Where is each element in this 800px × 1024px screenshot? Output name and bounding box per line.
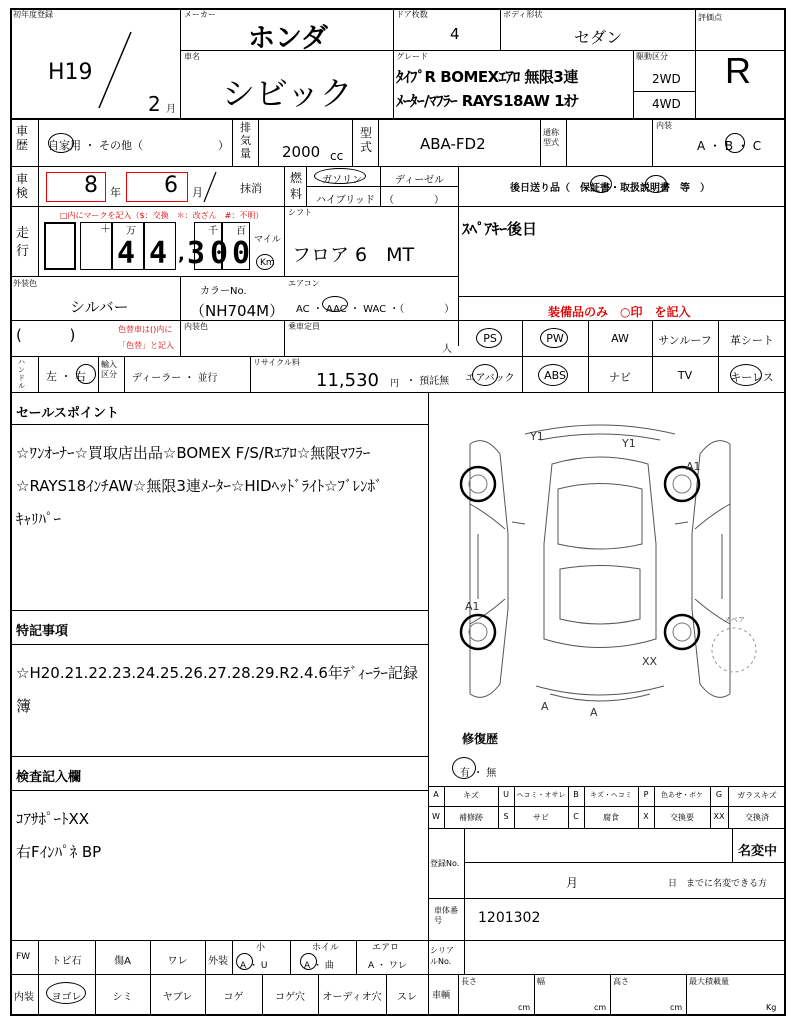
shift: フロア 6 MT xyxy=(292,244,415,266)
inspection-month-box xyxy=(126,172,188,202)
km-circle xyxy=(256,254,274,270)
fw-item: 傷A xyxy=(114,956,131,967)
fuel-other: （ ） xyxy=(384,195,444,206)
unit-plus: ＋ xyxy=(100,222,111,235)
exterior-label: 外装 xyxy=(208,956,228,967)
legend-code: U xyxy=(503,790,509,799)
serial-label: シリアルNo. xyxy=(430,946,454,966)
odometer-digit: 0 xyxy=(232,236,251,271)
import-label: 輸入区分 xyxy=(101,360,117,379)
color: シルバー xyxy=(70,298,129,316)
reg-month: 月 xyxy=(566,876,579,890)
reg-day-text: 日 までに名変できる方 xyxy=(668,879,768,889)
damage-mark: A xyxy=(541,700,549,713)
fw-label: FW xyxy=(16,952,31,962)
inspection-line: 右Fｲﾝﾊﾟﾈ BP xyxy=(16,843,102,861)
legend-code: G xyxy=(715,790,723,799)
odometer-digit: 4 xyxy=(117,236,136,271)
color-change-note-1: 色替車は()内に xyxy=(118,325,173,334)
odometer-digit: 3 xyxy=(187,236,206,271)
aero-label: エアロ xyxy=(372,943,400,953)
year-unit: 年 xyxy=(110,186,121,199)
slash-mark-2 xyxy=(200,170,220,204)
sales-line: ｷｬﾘﾊﾟｰ xyxy=(16,510,62,528)
equip-tv: TV xyxy=(677,369,693,382)
sales-points xyxy=(16,437,426,536)
equip-abs: ABS xyxy=(544,369,566,382)
odometer-digit: 4 xyxy=(149,236,168,271)
small-opts: A ・ U xyxy=(240,961,268,971)
legend-code: P xyxy=(643,790,649,799)
doors: 4 xyxy=(450,25,460,43)
recycle-label: リサイクル料 xyxy=(253,358,300,367)
legend-code: X xyxy=(643,812,649,821)
recycle-unit: 円 xyxy=(390,379,400,389)
load-unit: Kg xyxy=(766,1003,777,1012)
common-type-label: 通称型式 xyxy=(543,128,559,147)
interior-item: シミ xyxy=(112,992,133,1003)
damage-mark: A1 xyxy=(686,460,701,473)
legend-desc: ガラスキズ xyxy=(737,791,777,800)
damage-mark: Y1 xyxy=(530,430,544,443)
body-label: ボディ形状 xyxy=(503,10,543,19)
wheel-circle xyxy=(300,953,317,970)
shift-label: シフト xyxy=(288,208,312,217)
color-change-paren: ( ) xyxy=(16,326,76,344)
recycle-amount: 11,530 xyxy=(316,370,379,391)
unit-man: 万 xyxy=(126,226,136,237)
km-label: Km xyxy=(260,258,275,268)
mileage-label: 走行 xyxy=(16,226,30,259)
doors-label: ドア枚数 xyxy=(396,10,428,19)
interior-item: オーディオ穴 xyxy=(322,992,382,1003)
length-label: 長さ xyxy=(461,977,477,986)
displacement: 2000 xyxy=(282,143,321,161)
later-note: ｽﾍﾟｱｷｰ後日 xyxy=(462,220,538,238)
spare-label: スペア xyxy=(724,616,745,624)
inspection-month-unit: 月 xyxy=(192,186,203,199)
special-line: ☆H20.21.22.23.24.25.26.27.28.29.R2.4.6年ﾃﾞｨｰﾗｰ記録 xyxy=(16,664,418,682)
wheel-opts: A ・ 曲 xyxy=(304,961,334,971)
height-unit: cm xyxy=(670,1003,683,1012)
fuel-diesel: ディーゼル xyxy=(395,175,444,186)
odometer-comma: , xyxy=(178,244,185,265)
color-no-label: カラーNo. xyxy=(200,286,247,297)
drive-2wd: 2WD xyxy=(652,72,681,86)
car-damage-diagram xyxy=(430,394,784,724)
fuel-gasoline: ガソリン xyxy=(322,175,362,186)
grade-line1: ﾀｲﾌﾟR BOMEXｴｱﾛ 無限3連 xyxy=(396,68,578,86)
handle-circle xyxy=(76,364,96,384)
special-line: 簿 xyxy=(16,697,32,715)
interior-item: ヤブレ xyxy=(162,992,193,1003)
maker-label: メーカー xyxy=(184,10,216,19)
equip-sunroof: サンルーフ xyxy=(658,334,712,347)
equip-navi: ナビ xyxy=(609,371,631,384)
color-change-note-2: 「色替」と記入 xyxy=(118,341,174,350)
handle-options: 左 ・ 右 xyxy=(46,370,86,383)
fw-item: トビ石 xyxy=(51,956,82,967)
mile-label: マイル xyxy=(254,235,281,245)
legend-code: A xyxy=(433,790,439,799)
legend-desc: キズ・ヘコミ xyxy=(590,791,632,799)
legend-code: W xyxy=(432,812,440,821)
fuel-hybrid: ハイブリッド xyxy=(316,195,375,206)
sales-line: ☆ﾜﾝｵｰﾅｰ☆買取店出品☆BOMEX F/S/Rｴｱﾛ☆無限ﾏﾌﾗｰ xyxy=(16,444,371,462)
grade-label: グレード xyxy=(396,52,428,61)
body-type: セダン xyxy=(574,28,623,47)
damage-mark: XX xyxy=(642,655,658,668)
slash-mark xyxy=(95,30,135,110)
width-unit: cm xyxy=(594,1003,607,1012)
inspection-month: 6 xyxy=(164,173,178,198)
ac-circle xyxy=(322,296,348,312)
unit-hyaku: 百 xyxy=(236,226,246,237)
drive-4wd: 4WD xyxy=(652,97,681,111)
aero-opts: A ・ ワレ xyxy=(368,961,407,971)
equip-keyless-circle xyxy=(730,364,762,386)
maker: ホンダ xyxy=(248,23,328,54)
model-name: シビック xyxy=(222,74,353,113)
inspection-line: ｺｱｻﾎﾟｰﾄXX xyxy=(16,810,90,828)
length-unit: cm xyxy=(518,1003,531,1012)
repair-circle xyxy=(452,757,476,779)
legend-desc: 腐食 xyxy=(603,813,619,822)
equip-airbag: エアバック xyxy=(465,373,515,384)
legend-code: C xyxy=(573,812,579,821)
legend-desc: 交換要 xyxy=(670,813,694,822)
later-items: 後日送り品（ 保証書・取扱説明書 等 ） xyxy=(510,183,710,194)
interior-bottom-label: 内装 xyxy=(14,992,34,1003)
small-circle xyxy=(236,953,253,970)
equip-pw-circle xyxy=(540,328,568,348)
color-no: （NH704M） xyxy=(190,302,285,320)
damage-mark: A xyxy=(590,706,598,719)
special-notes xyxy=(16,657,426,723)
fw-item: ワレ xyxy=(167,956,188,967)
equip-aw: AW xyxy=(611,332,629,345)
legend-desc: キズ xyxy=(463,791,479,800)
displacement-label: 排気量 xyxy=(240,121,251,160)
interior-item: コゲ xyxy=(223,992,244,1003)
equip-leather: 革シート xyxy=(730,334,774,347)
history-options: 自家用 ・ その他（ xyxy=(48,139,143,152)
legend-desc: 交換済 xyxy=(745,813,769,822)
first-reg-month: 2 xyxy=(148,92,161,116)
inspection-notes xyxy=(16,803,426,869)
legend-code: B xyxy=(573,790,579,799)
damage-mark: A1 xyxy=(465,600,480,613)
handle-label: ハンドル xyxy=(18,358,25,390)
history-close: ） xyxy=(218,139,229,152)
history-label: 車歴 xyxy=(16,124,29,152)
displacement-unit: cc xyxy=(330,149,344,163)
sales-line: ☆RAYS18ｲﾝﾁAW☆無限3連ﾒｰﾀｰ☆HIDﾍｯﾄﾞﾗｲﾄ☆ﾌﾞﾚﾝﾎﾞ xyxy=(16,477,383,495)
inspection-notes-title: 検査記入欄 xyxy=(16,770,82,785)
model-name-label: 車名 xyxy=(184,52,200,61)
load-label: 最大積載量 xyxy=(689,977,729,986)
vehicle-no: 1201302 xyxy=(478,910,541,926)
recycle-deposit: ・ 預託無 xyxy=(406,376,450,387)
import-options: ディーラー ・ 並行 xyxy=(132,373,218,384)
grade-line2: ﾒｰﾀｰ/ﾏﾌﾗｰ RAYS18AW 1ｵﾅ xyxy=(396,92,579,110)
sales-title: セールスポイント xyxy=(16,406,119,421)
ac-label: エアコン xyxy=(288,279,320,288)
width-label: 幅 xyxy=(537,977,545,986)
interior-item: ヨゴレ xyxy=(51,992,82,1003)
small-label: 小 xyxy=(256,943,266,953)
equip-pw: PW xyxy=(546,332,564,345)
reg-no-label: 登録No. xyxy=(430,859,460,868)
legend-code: S xyxy=(503,812,509,821)
legend-desc: サビ xyxy=(533,813,549,822)
inspection-year: 8 xyxy=(84,173,98,198)
type-label: 型式 xyxy=(360,126,373,154)
height-label: 高さ xyxy=(613,977,629,986)
interior-item: コゲ穴 xyxy=(275,992,305,1003)
fuel-circle xyxy=(314,168,366,184)
interior-grade-label: 内装 xyxy=(656,121,672,130)
mileage-note: □内にマークを記入（$：交換 ＊：改ざん #：不明） xyxy=(60,211,264,220)
first-reg-label: 初年度登録 xyxy=(13,10,53,19)
legend-desc: 色あせ・ボケ xyxy=(661,791,703,799)
vehicle-no-label: 車体番号 xyxy=(434,906,458,925)
damage-mark: Y1 xyxy=(622,437,636,450)
equip-title: 装備品のみ ○印 を記入 xyxy=(548,305,691,319)
special-title: 特記事項 xyxy=(16,624,69,639)
equip-ps: PS xyxy=(483,332,497,345)
fuel-label: 燃料 xyxy=(290,171,303,201)
inspection-label: 車検 xyxy=(16,172,29,200)
capacity-unit: 人 xyxy=(442,344,452,355)
legend-desc: 補修跡 xyxy=(459,813,483,822)
deregistered-label: 抹消 xyxy=(240,182,262,195)
interior-circle xyxy=(725,133,745,153)
legend-desc: ヘコミ・オサレ xyxy=(516,791,566,799)
equip-abs-circle xyxy=(538,364,568,386)
unit-sen: 千 xyxy=(208,226,218,237)
ac-options: AC ・ AAC ・ WAC ・（ ） xyxy=(296,304,455,315)
dims-label: 車輌 xyxy=(432,991,451,1001)
repair-label: 修復歴 xyxy=(462,732,499,746)
interior-item: スレ xyxy=(397,992,417,1003)
odometer-digit: 0 xyxy=(210,236,229,271)
type: ABA-FD2 xyxy=(420,135,486,153)
rating: R xyxy=(725,50,751,91)
equip-ps-circle xyxy=(476,328,502,348)
history-circle xyxy=(48,133,74,153)
interior-grades: A ・ B ・ C xyxy=(697,139,762,153)
drive-label: 駆動区分 xyxy=(636,52,668,61)
equip-keyless: キーレス xyxy=(730,371,774,384)
month-unit: 月 xyxy=(166,104,176,115)
name-change: 名変中 xyxy=(738,844,778,859)
first-reg-era: H19 xyxy=(48,60,93,85)
repair-options: 有 ・ 無 xyxy=(460,768,497,779)
rating-label: 評価点 xyxy=(698,13,722,22)
dirt-circle xyxy=(46,982,86,1004)
odometer-box-1 xyxy=(44,222,76,270)
interior-color-label: 内装色 xyxy=(184,322,208,331)
later-circle-2 xyxy=(645,175,667,193)
equip-airbag-circle xyxy=(472,364,498,386)
wheel-label: ホイル xyxy=(312,943,340,953)
legend-code: XX xyxy=(713,812,725,821)
capacity-label: 乗車定員 xyxy=(288,322,320,331)
color-label: 外装色 xyxy=(13,279,37,288)
later-circle-1 xyxy=(590,175,612,193)
